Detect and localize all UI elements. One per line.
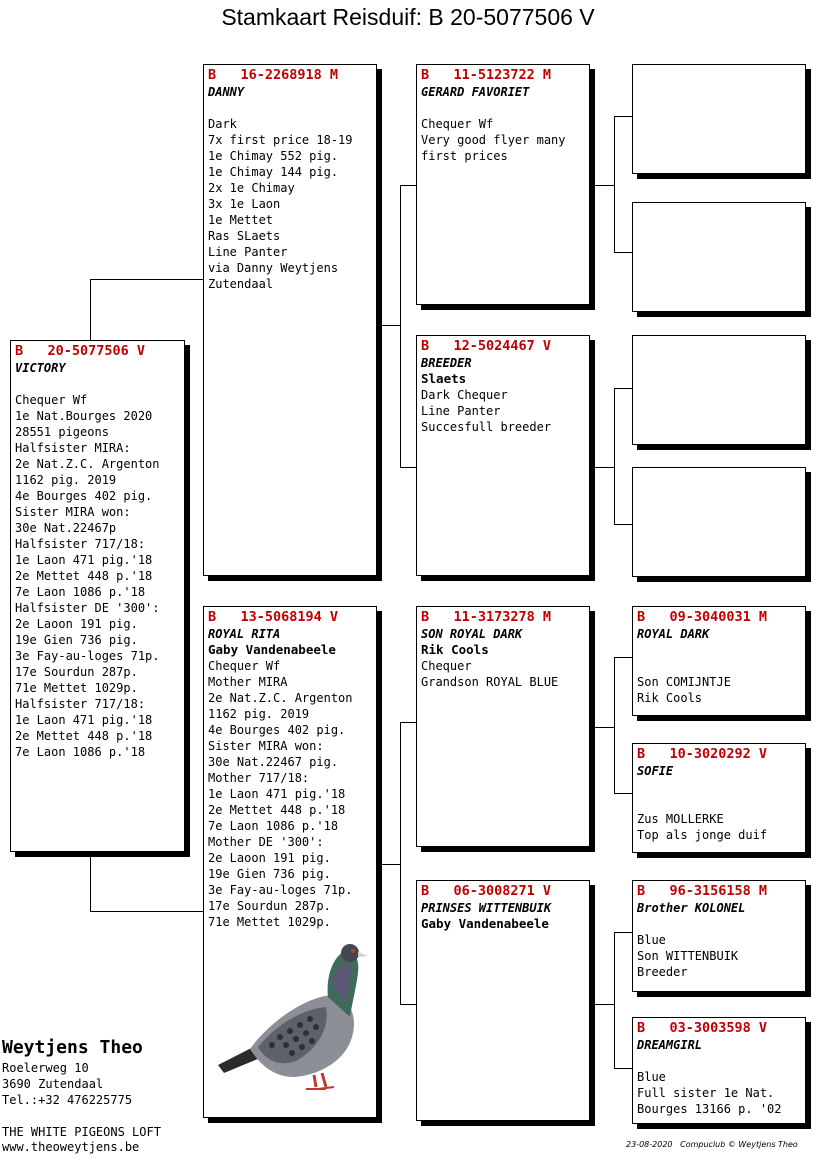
- card-sire-dam: [416, 335, 590, 576]
- card-line: 71e Mettet 1029p.: [208, 915, 331, 929]
- card-line: 1e Laon 471 pig.'18: [208, 787, 346, 801]
- card-line: 2e Nat.Z.C. Argenton: [15, 457, 160, 471]
- pigeon-name: ROYAL DARK: [637, 627, 710, 641]
- card-lines: [208, 658, 372, 930]
- card-line: Dark Chequer: [421, 388, 508, 402]
- card-line: [15, 376, 180, 392]
- pigeon-name: BREEDER: [421, 356, 472, 370]
- card-line: first prices: [421, 149, 508, 163]
- card-line: [637, 795, 801, 811]
- card-line: Halfsister MIRA:: [15, 441, 131, 455]
- card-lines: [421, 658, 585, 690]
- card-line: via Danny Weytjens: [208, 261, 339, 275]
- card-line: Very good flyer many: [421, 133, 566, 147]
- card-line: Line Panter: [208, 245, 288, 259]
- ring-number: B 11-3173278 M: [421, 609, 552, 625]
- card-line: 1162 pig. 2019: [208, 707, 310, 721]
- card-empty-3: [632, 335, 806, 445]
- card-line: 4e Bourges 402 pig.: [208, 723, 346, 737]
- pigeon-name: SON ROYAL DARK: [421, 627, 523, 641]
- card-line: Son WITTENBUIK: [637, 949, 739, 963]
- card-line: Chequer: [421, 659, 472, 673]
- card-line: Zutendaal: [208, 277, 274, 291]
- pigeon-name: PRINSES WITTENBUIK: [421, 901, 552, 915]
- card-line: 7e Laon 1086 p.'18: [208, 819, 339, 833]
- card-line: 3e Fay-au-loges 71p.: [208, 883, 353, 897]
- pigeon-name: ROYAL RITA: [208, 627, 281, 641]
- card-dam-sire-dam: [632, 743, 806, 853]
- ring-number: B 03-3003598 V: [637, 1020, 768, 1036]
- card-line: 19e Gien 736 pig.: [208, 867, 331, 881]
- ring-number: B 10-3020292 V: [637, 746, 768, 762]
- card-line: [637, 1053, 801, 1069]
- card-line: Zus MOLLERKE: [637, 812, 724, 826]
- card-line: 4e Bourges 402 pig.: [15, 489, 153, 503]
- ring-number: B 16-2268918 M: [208, 67, 339, 83]
- card-sire: [203, 64, 377, 576]
- owner-name: Weytjens Theo: [2, 1037, 143, 1058]
- card-lines: [637, 642, 801, 706]
- card-line: Mother MIRA: [208, 675, 288, 689]
- card-line: Line Panter: [421, 404, 501, 418]
- card-lines: [637, 779, 801, 843]
- card-line: 19e Gien 736 pig.: [15, 633, 138, 647]
- card-line: Full sister 1e Nat.: [637, 1086, 775, 1100]
- card-line: Chequer Wf: [15, 393, 88, 407]
- breeder-name: Gaby Vandenabeele: [421, 916, 549, 931]
- footer-credit: 23-08-2020 Compuclub © Weytjens Theo: [626, 1140, 798, 1149]
- card-line: [637, 642, 801, 658]
- loft-name: THE WHITE PIGEONS LOFT: [2, 1125, 161, 1139]
- breeder-name: Rik Cools: [421, 642, 489, 657]
- pigeon-name: DREAMGIRL: [637, 1038, 703, 1052]
- owner-phone: Tel.:+32 476225775: [2, 1093, 133, 1107]
- owner-city: 3690 Zutendaal: [2, 1077, 104, 1091]
- card-line: 7e Laon 1086 p.'18: [15, 585, 146, 599]
- pigeon-name: Brother KOLONEL: [637, 901, 746, 915]
- card-line: 1e Laon 471 pig.'18: [15, 713, 153, 727]
- ring-number: B 13-5068194 V: [208, 609, 339, 625]
- card-dam-dam-sire: [632, 880, 806, 992]
- card-line: Succesfull breeder: [421, 420, 552, 434]
- ring-number: B 09-3040031 M: [637, 609, 768, 625]
- card-line: Mother 717/18:: [208, 771, 310, 785]
- card-line: 3x 1e Laon: [208, 197, 281, 211]
- card-line: Sister MIRA won:: [208, 739, 324, 753]
- breeder-name: Slaets: [421, 371, 467, 386]
- card-lines: [15, 376, 180, 760]
- card-line: 30e Nat.22467 pig.: [208, 755, 339, 769]
- card-line: Halfsister DE '300':: [15, 601, 160, 615]
- card-line: 17e Sourdun 287p.: [15, 665, 138, 679]
- breeder-name: Gaby Vandenabeele: [208, 642, 336, 657]
- card-lines: [421, 387, 585, 435]
- card-line: Chequer Wf: [421, 117, 494, 131]
- pigeon-illustration: [210, 937, 370, 1097]
- card-lines: [637, 1053, 801, 1117]
- card-line: 1162 pig. 2019: [15, 473, 117, 487]
- loft-info: [2, 1125, 161, 1155]
- card-line: 1e Chimay 552 pig.: [208, 149, 339, 163]
- card-line: 2e Nat.Z.C. Argenton: [208, 691, 353, 705]
- card-line: 2e Laoon 191 pig.: [15, 617, 138, 631]
- card-line: Son COMIJNTJE: [637, 675, 731, 689]
- card-line: [208, 100, 372, 116]
- card-line: 17e Sourdun 287p.: [208, 899, 331, 913]
- card-dam-sire: [416, 606, 590, 847]
- card-lines: [637, 916, 801, 980]
- card-dam-sire-sire: [632, 606, 806, 716]
- card-line: 1e Nat.Bourges 2020: [15, 409, 153, 423]
- pigeon-name: GERARD FAVORIET: [421, 85, 530, 99]
- card-line: 2e Mettet 448 p.'18: [15, 729, 153, 743]
- ring-number: B 11-5123722 M: [421, 67, 552, 83]
- card-line: 30e Nat.22467p: [15, 521, 117, 535]
- card-line: Mother DE '300':: [208, 835, 324, 849]
- card-line: Blue: [637, 1070, 666, 1084]
- card-line: 2e Mettet 448 p.'18: [208, 803, 346, 817]
- card-line: 7e Laon 1086 p.'18: [15, 745, 146, 759]
- card-line: Halfsister 717/18:: [15, 537, 146, 551]
- card-line: Dark: [208, 117, 237, 131]
- website-link[interactable]: www.theoweytjens.be: [2, 1140, 140, 1154]
- card-main: [10, 340, 185, 852]
- card-line: 1e Chimay 144 pig.: [208, 165, 339, 179]
- page-title: Stamkaart Reisduif: B 20-5077506 V: [221, 4, 595, 30]
- card-line: [421, 100, 585, 116]
- card-sire-sire: [416, 64, 590, 305]
- card-line: 2e Laoon 191 pig.: [208, 851, 331, 865]
- card-line: 2e Mettet 448 p.'18: [15, 569, 153, 583]
- pigeon-name: DANNY: [208, 85, 245, 99]
- owner-address: [2, 1036, 143, 1108]
- card-dam-dam-dam: [632, 1017, 806, 1124]
- card-line: 28551 pigeons: [15, 425, 109, 439]
- ring-number: B 96-3156158 M: [637, 883, 768, 899]
- owner-street: Roelerweg 10: [2, 1061, 89, 1075]
- card-line: Bourges 13166 p. '02: [637, 1102, 782, 1116]
- card-line: Top als jonge duif: [637, 828, 768, 842]
- card-line: [637, 916, 801, 932]
- card-empty-2: [632, 202, 806, 312]
- card-line: Blue: [637, 933, 666, 947]
- card-line: 71e Mettet 1029p.: [15, 681, 138, 695]
- ring-number: B 20-5077506 V: [15, 343, 146, 359]
- card-line: Grandson ROYAL BLUE: [421, 675, 559, 689]
- ring-number: B 06-3008271 V: [421, 883, 552, 899]
- card-line: [637, 658, 801, 674]
- card-line: Chequer Wf: [208, 659, 281, 673]
- pigeon-name: VICTORY: [15, 361, 66, 375]
- card-line: [637, 779, 801, 795]
- card-lines: [208, 100, 372, 292]
- pigeon-name: SOFIE: [637, 764, 674, 778]
- card-line: Halfsister 717/18:: [15, 697, 146, 711]
- card-empty-1: [632, 64, 806, 174]
- card-lines: [421, 100, 585, 164]
- card-line: 7x first price 18-19: [208, 133, 353, 147]
- card-line: Breeder: [637, 965, 688, 979]
- card-line: 1e Mettet: [208, 213, 274, 227]
- card-empty-4: [632, 467, 806, 577]
- card-line: Sister MIRA won:: [15, 505, 131, 519]
- card-line: Ras SLaets: [208, 229, 281, 243]
- card-line: 1e Laon 471 pig.'18: [15, 553, 153, 567]
- card-line: 2x 1e Chimay: [208, 181, 295, 195]
- card-line: Rik Cools: [637, 691, 703, 705]
- ring-number: B 12-5024467 V: [421, 338, 552, 354]
- card-line: 3e Fay-au-loges 71p.: [15, 649, 160, 663]
- card-dam-dam: [416, 880, 590, 1121]
